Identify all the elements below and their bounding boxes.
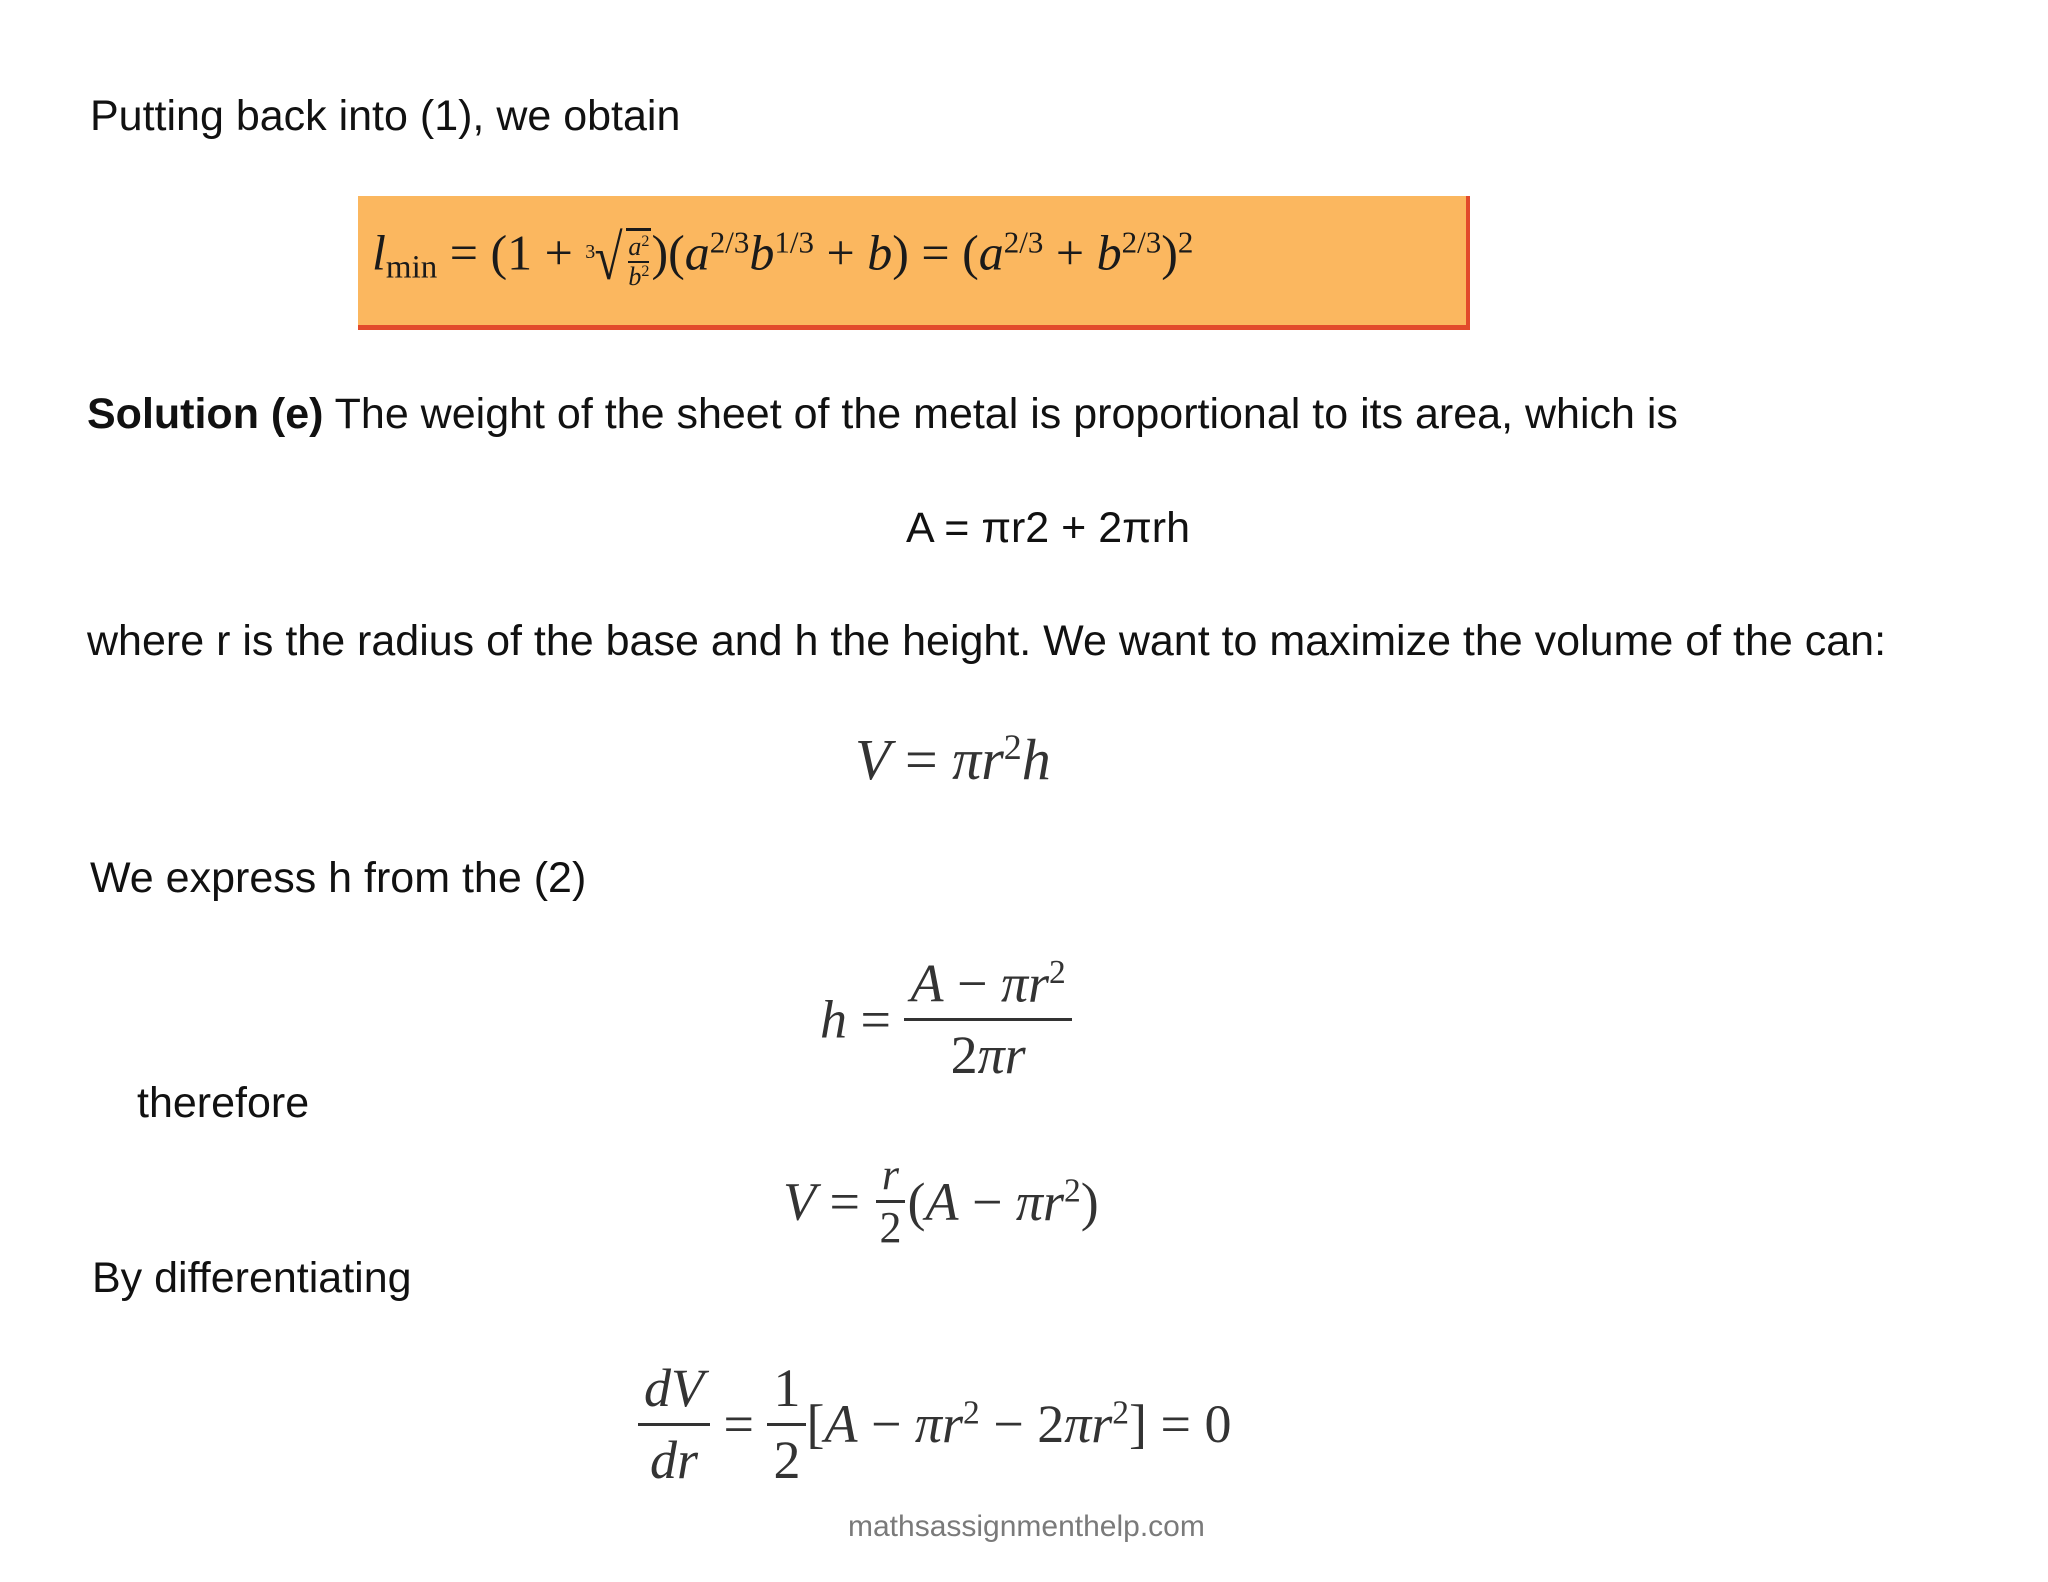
express-line: We express h from the (2)	[90, 854, 587, 902]
derivative-formula: $\frac{dV}{dr}$ = $\frac{1}{2}$ $[A - \pi r^2 - 2\pi r^2] = 0$	[638, 1360, 1231, 1488]
dv-dr-fraction: $\frac{dV}{dr}$	[638, 1360, 710, 1488]
lmin-formula: $l_{min} = (1$ + 3 √ $a^2$ $b^2$ )$(a^{2/3}b^{1/3} + b) = (a^{2/3} + b^{2/3})^2$	[372, 222, 1194, 293]
half-fraction: $\frac{1}{2}$	[767, 1360, 806, 1488]
area-formula: A = πr2 + 2πrh	[906, 504, 1191, 552]
where-line: where r is the radius of the base and h the height. We want to maximize the volume of the can:	[87, 617, 1887, 665]
volume-formula: $V = \pi r^2h$	[855, 726, 1051, 792]
solution-line	[87, 390, 1678, 438]
h-fraction: $\frac{A - \pi r^2}{2\pi r}$	[904, 955, 1071, 1084]
v-formula: V = $\frac{r}{2}$ $(A - \pi r^2)$	[783, 1150, 1099, 1253]
cube-root-symbol: 3 √ $a^2$ $b^2$	[585, 222, 650, 293]
solution-label: Solution (e)	[87, 390, 324, 438]
differentiating-line: By differentiating	[92, 1254, 412, 1302]
h-formula: h = $\frac{A - \pi r^2}{2\pi r}$	[820, 955, 1072, 1084]
lmin-formula-box	[358, 196, 1470, 330]
solution-text: The weight of the sheet of the metal is proportional to its area, which is	[323, 390, 1678, 438]
r-over-2-fraction: $\frac{r}{2}$	[873, 1152, 907, 1251]
watermark: mathsassignmenthelp.com	[848, 1510, 1205, 1543]
therefore-line: therefore	[137, 1079, 310, 1127]
intro-line: Putting back into (1), we obtain	[90, 92, 681, 140]
